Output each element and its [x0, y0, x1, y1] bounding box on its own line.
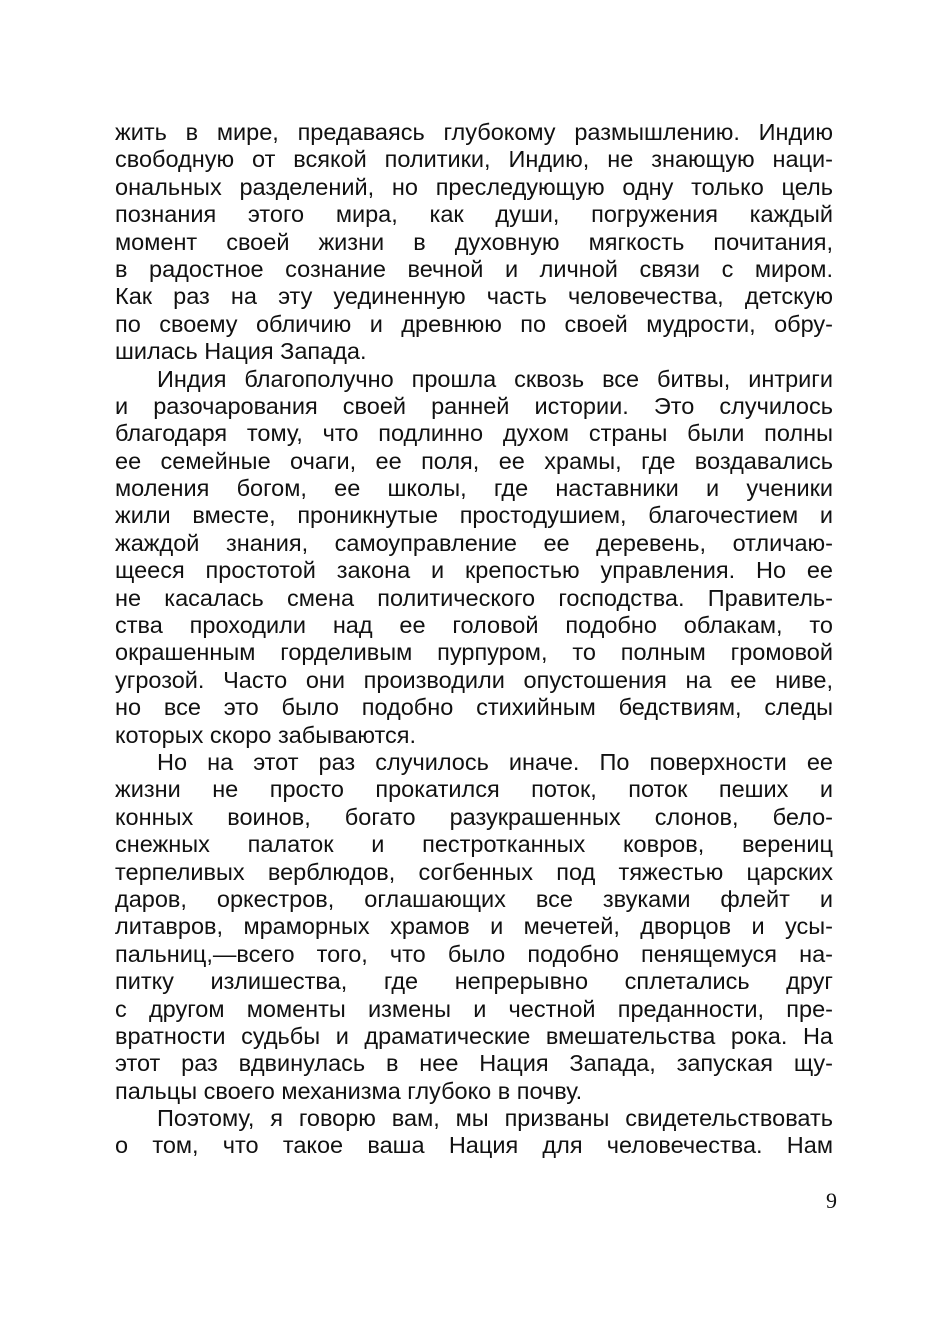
- text-line: ства проходили над ее головой подобно облакам, то: [115, 612, 833, 639]
- text-line: ее семейные очаги, ее поля, ее храмы, где воздавались: [115, 447, 833, 474]
- text-line: в радостное сознание вечной и личной связи с миром.: [115, 255, 833, 282]
- text-line: даров, оркестров, оглашающих все звуками флейт и: [115, 885, 833, 912]
- text-line: питку излишества, где непрерывно сплетались друг: [115, 968, 833, 995]
- text-line: жили вместе, проникнутые простодушием, благочестием и: [115, 502, 833, 529]
- text-line: шилась Нация Запада.: [115, 338, 367, 365]
- text-line: свободную от всякой политики, Индию, не знающую наци-: [115, 146, 833, 173]
- text-line: Индия благополучно прошла сквозь все битвы, интриги: [157, 365, 833, 392]
- text-line: литавров, мраморных храмов и мечетей, дворцов и усы-: [115, 913, 833, 940]
- text-line: и разочарования своей ранней истории. Это случилось: [115, 392, 833, 419]
- text-line: познания этого мира, как души, погружения каждый: [115, 201, 833, 228]
- text-line: окрашенным горделивым пурпуром, то полным громовой: [115, 639, 833, 666]
- text-line: момент своей жизни в духовную мягкость почитания,: [115, 228, 833, 255]
- text-line: этот раз вдвинулась в нее Нация Запада, запуская щу-: [115, 1050, 833, 1077]
- text-line: ональных разделений, но преследующую одну только цель: [115, 173, 833, 200]
- text-line: благодаря тому, что подлинно духом страны были полны: [115, 420, 833, 447]
- text-line: не касалась смена политического господства. Правитель-: [115, 584, 833, 611]
- text-line: моления богом, ее школы, где наставники и ученики: [115, 475, 833, 502]
- text-line: по своему обличию и древнюю по своей мудрости, обру-: [115, 310, 833, 337]
- text-line: терпеливых верблюдов, согбенных под тяжестью царских: [115, 858, 833, 885]
- text-line: которых скоро забываются.: [115, 721, 417, 748]
- text-line: пальниц,—всего того, что было подобно пенящемуся на-: [115, 940, 833, 967]
- text-line: щееся простотой закона и крепостью управления. Но ее: [115, 557, 833, 584]
- text-line: но все это было подобно стихийным бедствиям, следы: [115, 694, 833, 721]
- text-line: жаждой знания, самоуправление ее деревень, отличаю-: [115, 529, 833, 556]
- page-number: 9: [826, 1188, 837, 1213]
- text-line: жить в мире, предаваясь глубокому размышлению. Индию: [115, 119, 833, 145]
- text-line: снежных палаток и пестротканных ковров, верениц: [115, 831, 833, 858]
- body-text: [115, 119, 833, 1160]
- text-line: о том, что такое ваша Нация для человечества. Нам: [115, 1132, 833, 1159]
- text-line: пальцы своего механизма глубоко в почву.: [115, 1077, 583, 1104]
- text-line: вратности судьбы и драматические вмешательства рока. На: [115, 1022, 833, 1049]
- text-line: с другом моменты измены и честной преданности, пре-: [115, 995, 833, 1022]
- text-line: угрозой. Часто они производили опустошения на ее ниве,: [115, 666, 833, 693]
- text-line: конных воинов, богато разукрашенных слонов, бело-: [115, 803, 833, 830]
- text-line: жизни не просто прокатился поток, поток пеших и: [115, 776, 833, 803]
- text-line: Как раз на эту уединенную часть человечества, детскую: [115, 283, 833, 310]
- text-line: Поэтому, я говорю вам, мы призваны свидетельствовать: [157, 1105, 833, 1132]
- text-line: Но на этот раз случилось иначе. По поверхности ее: [157, 748, 833, 775]
